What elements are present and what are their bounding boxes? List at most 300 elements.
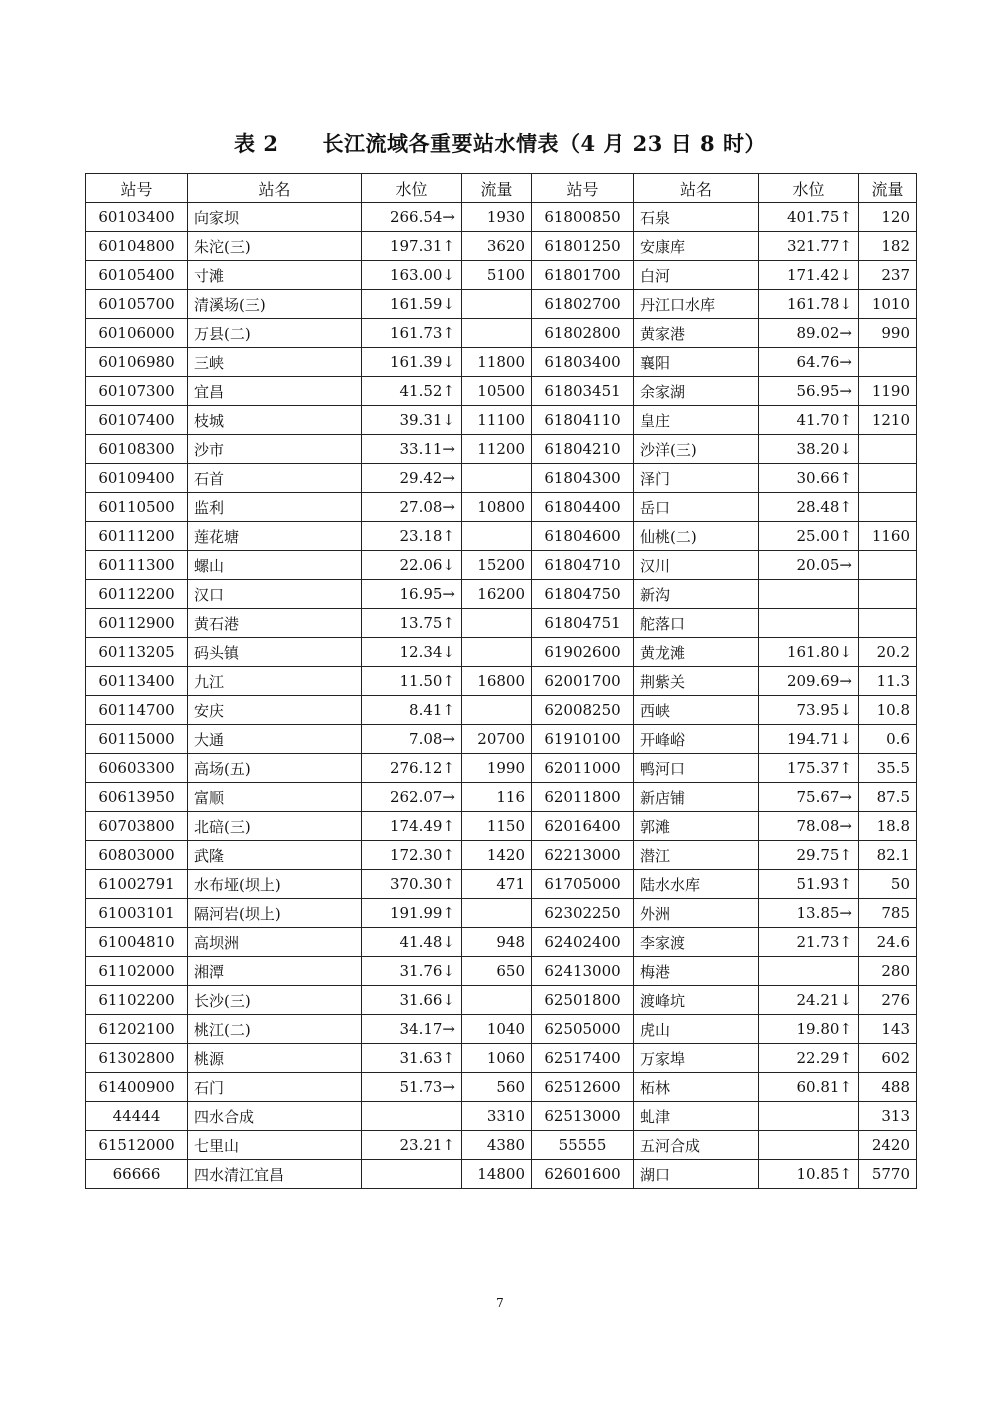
flow-cell: 3620 xyxy=(462,232,532,261)
flow-cell: 10500 xyxy=(462,377,532,406)
water-level-cell: 89.02→ xyxy=(759,319,859,348)
station-name-cell: 沙市 xyxy=(188,435,362,464)
table-row xyxy=(86,1102,917,1131)
water-level-cell xyxy=(759,609,859,638)
table-row xyxy=(86,1131,917,1160)
water-level-cell: 27.08→ xyxy=(362,493,462,522)
flow-cell: 1420 xyxy=(462,841,532,870)
station-name-cell: 郭滩 xyxy=(634,812,759,841)
station-code-cell: 60111200 xyxy=(86,522,188,551)
station-name-cell: 向家坝 xyxy=(188,203,362,232)
station-code-cell: 60105700 xyxy=(86,290,188,319)
table-row xyxy=(86,1073,917,1102)
station-code-cell: 61801700 xyxy=(532,261,634,290)
flow-cell: 4380 xyxy=(462,1131,532,1160)
station-name-cell: 五河合成 xyxy=(634,1131,759,1160)
station-code-cell: 62517400 xyxy=(532,1044,634,1073)
station-code-cell: 60111300 xyxy=(86,551,188,580)
station-code-cell: 62016400 xyxy=(532,812,634,841)
table-row xyxy=(86,870,917,899)
table-row xyxy=(86,1044,917,1073)
station-name-cell: 大通 xyxy=(188,725,362,754)
table-row xyxy=(86,493,917,522)
flow-cell: 20.2 xyxy=(859,638,917,667)
water-level-cell: 22.06↓ xyxy=(362,551,462,580)
table-row xyxy=(86,667,917,696)
water-level-cell: 23.18↑ xyxy=(362,522,462,551)
page-number: 7 xyxy=(496,1296,504,1310)
station-code-cell: 61102200 xyxy=(86,986,188,1015)
flow-cell xyxy=(462,522,532,551)
flow-cell: 11100 xyxy=(462,406,532,435)
flow-cell: 1210 xyxy=(859,406,917,435)
table-row xyxy=(86,464,917,493)
station-name-cell: 李家渡 xyxy=(634,928,759,957)
station-code-cell: 62512600 xyxy=(532,1073,634,1102)
station-code-cell: 60113205 xyxy=(86,638,188,667)
flow-cell: 20700 xyxy=(462,725,532,754)
station-code-cell: 61902600 xyxy=(532,638,634,667)
water-level-cell: 401.75↑ xyxy=(759,203,859,232)
header-station-name: 站名 xyxy=(188,174,362,203)
station-code-cell: 61804210 xyxy=(532,435,634,464)
station-name-cell: 万家埠 xyxy=(634,1044,759,1073)
table-row xyxy=(86,812,917,841)
water-level-cell: 321.77↑ xyxy=(759,232,859,261)
water-level-cell: 191.99↑ xyxy=(362,899,462,928)
flow-cell: 3310 xyxy=(462,1102,532,1131)
station-name-cell: 白河 xyxy=(634,261,759,290)
flow-cell: 5100 xyxy=(462,261,532,290)
station-code-cell: 60108300 xyxy=(86,435,188,464)
table-row xyxy=(86,696,917,725)
water-level-cell: 19.80↑ xyxy=(759,1015,859,1044)
station-name-cell: 富顺 xyxy=(188,783,362,812)
flow-cell: 1060 xyxy=(462,1044,532,1073)
station-code-cell: 61803400 xyxy=(532,348,634,377)
water-level-cell: 171.42↓ xyxy=(759,261,859,290)
station-name-cell: 汉川 xyxy=(634,551,759,580)
flow-cell: 1040 xyxy=(462,1015,532,1044)
flow-cell: 1190 xyxy=(859,377,917,406)
flow-cell: 602 xyxy=(859,1044,917,1073)
station-name-cell: 安庆 xyxy=(188,696,362,725)
water-level-cell: 39.31↓ xyxy=(362,406,462,435)
station-name-cell: 四水清江宜昌 xyxy=(188,1160,362,1189)
station-code-cell: 62513000 xyxy=(532,1102,634,1131)
flow-cell xyxy=(462,986,532,1015)
flow-cell: 15200 xyxy=(462,551,532,580)
table-header-row xyxy=(86,174,917,203)
header-water-level: 水位 xyxy=(362,174,462,203)
station-name-cell: 荆紫关 xyxy=(634,667,759,696)
station-name-cell: 襄阳 xyxy=(634,348,759,377)
station-code-cell: 60107400 xyxy=(86,406,188,435)
flow-cell: 11200 xyxy=(462,435,532,464)
table-row xyxy=(86,1160,917,1189)
flow-cell: 11.3 xyxy=(859,667,917,696)
station-name-cell: 清溪场(三) xyxy=(188,290,362,319)
station-name-cell: 监利 xyxy=(188,493,362,522)
flow-cell: 560 xyxy=(462,1073,532,1102)
station-name-cell: 余家湖 xyxy=(634,377,759,406)
station-code-cell: 60106000 xyxy=(86,319,188,348)
station-name-cell: 北碚(三) xyxy=(188,812,362,841)
flow-cell xyxy=(859,551,917,580)
flow-cell: 11800 xyxy=(462,348,532,377)
table-title xyxy=(0,128,1000,158)
station-code-cell: 60613950 xyxy=(86,783,188,812)
water-level-cell: 29.42→ xyxy=(362,464,462,493)
flow-cell: 10800 xyxy=(462,493,532,522)
flow-cell xyxy=(859,435,917,464)
water-level-cell: 23.21↑ xyxy=(362,1131,462,1160)
station-code-cell: 60105400 xyxy=(86,261,188,290)
station-code-cell: 61800850 xyxy=(532,203,634,232)
flow-cell: 280 xyxy=(859,957,917,986)
flow-cell xyxy=(859,464,917,493)
water-level-cell: 276.12↑ xyxy=(362,754,462,783)
station-code-cell: 44444 xyxy=(86,1102,188,1131)
station-name-cell: 皇庄 xyxy=(634,406,759,435)
water-level-cell: 16.95→ xyxy=(362,580,462,609)
station-name-cell: 沙洋(三) xyxy=(634,435,759,464)
station-name-cell: 莲花塘 xyxy=(188,522,362,551)
water-level-table xyxy=(85,173,917,1189)
table-row xyxy=(86,319,917,348)
water-level-cell: 197.31↑ xyxy=(362,232,462,261)
station-code-cell: 61202100 xyxy=(86,1015,188,1044)
flow-cell: 237 xyxy=(859,261,917,290)
water-level-cell: 8.41↑ xyxy=(362,696,462,725)
header-flow: 流量 xyxy=(859,174,917,203)
water-level-cell: 161.73↑ xyxy=(362,319,462,348)
station-name-cell: 黄石港 xyxy=(188,609,362,638)
water-level-cell: 31.76↓ xyxy=(362,957,462,986)
station-name-cell: 黄龙滩 xyxy=(634,638,759,667)
station-name-cell: 湖口 xyxy=(634,1160,759,1189)
flow-cell xyxy=(859,580,917,609)
station-name-cell: 寸滩 xyxy=(188,261,362,290)
station-name-cell: 七里山 xyxy=(188,1131,362,1160)
station-code-cell: 62402400 xyxy=(532,928,634,957)
water-level-cell xyxy=(759,1102,859,1131)
water-level-cell: 38.20↓ xyxy=(759,435,859,464)
station-code-cell: 60109400 xyxy=(86,464,188,493)
flow-cell: 14800 xyxy=(462,1160,532,1189)
station-name-cell: 岳口 xyxy=(634,493,759,522)
flow-cell: 82.1 xyxy=(859,841,917,870)
station-name-cell: 虬津 xyxy=(634,1102,759,1131)
flow-cell: 2420 xyxy=(859,1131,917,1160)
table-row xyxy=(86,203,917,232)
water-level-cell: 22.29↑ xyxy=(759,1044,859,1073)
station-code-cell: 60103400 xyxy=(86,203,188,232)
water-level-cell: 25.00↑ xyxy=(759,522,859,551)
station-name-cell: 外洲 xyxy=(634,899,759,928)
flow-cell: 990 xyxy=(859,319,917,348)
water-level-cell xyxy=(362,1160,462,1189)
station-name-cell: 陆水水库 xyxy=(634,870,759,899)
table-row xyxy=(86,899,917,928)
flow-cell xyxy=(859,493,917,522)
water-level-cell: 51.73→ xyxy=(362,1073,462,1102)
water-level-cell: 64.76→ xyxy=(759,348,859,377)
water-level-cell: 60.81↑ xyxy=(759,1073,859,1102)
station-code-cell: 61801250 xyxy=(532,232,634,261)
flow-cell xyxy=(462,319,532,348)
water-level-cell xyxy=(759,580,859,609)
station-name-cell: 开峰峪 xyxy=(634,725,759,754)
station-name-cell: 长沙(三) xyxy=(188,986,362,1015)
station-code-cell: 61804110 xyxy=(532,406,634,435)
flow-cell xyxy=(462,696,532,725)
station-name-cell: 隔河岩(坝上) xyxy=(188,899,362,928)
flow-cell: 5770 xyxy=(859,1160,917,1189)
station-code-cell: 61512000 xyxy=(86,1131,188,1160)
water-level-cell: 370.30↑ xyxy=(362,870,462,899)
station-code-cell: 62213000 xyxy=(532,841,634,870)
station-name-cell: 舵落口 xyxy=(634,609,759,638)
station-code-cell: 60112200 xyxy=(86,580,188,609)
station-name-cell: 鸭河口 xyxy=(634,754,759,783)
table-row xyxy=(86,609,917,638)
station-code-cell: 61802800 xyxy=(532,319,634,348)
table-row xyxy=(86,783,917,812)
station-name-cell: 安康库 xyxy=(634,232,759,261)
flow-cell: 50 xyxy=(859,870,917,899)
station-code-cell: 61002791 xyxy=(86,870,188,899)
station-code-cell: 61302800 xyxy=(86,1044,188,1073)
station-name-cell: 三峡 xyxy=(188,348,362,377)
station-name-cell: 梅港 xyxy=(634,957,759,986)
table-row xyxy=(86,957,917,986)
flow-cell: 1150 xyxy=(462,812,532,841)
station-code-cell: 60104800 xyxy=(86,232,188,261)
water-level-cell: 7.08→ xyxy=(362,725,462,754)
station-name-cell: 武隆 xyxy=(188,841,362,870)
station-code-cell: 61804400 xyxy=(532,493,634,522)
station-name-cell: 新沟 xyxy=(634,580,759,609)
water-level-cell: 75.67→ xyxy=(759,783,859,812)
station-code-cell: 61910100 xyxy=(532,725,634,754)
header-station-name: 站名 xyxy=(634,174,759,203)
water-level-cell: 11.50↑ xyxy=(362,667,462,696)
table-row xyxy=(86,725,917,754)
water-level-cell: 33.11→ xyxy=(362,435,462,464)
water-level-cell: 73.95↓ xyxy=(759,696,859,725)
header-station-code: 站号 xyxy=(532,174,634,203)
station-name-cell: 柘林 xyxy=(634,1073,759,1102)
flow-cell: 276 xyxy=(859,986,917,1015)
station-code-cell: 60603300 xyxy=(86,754,188,783)
station-code-cell: 62505000 xyxy=(532,1015,634,1044)
table-row xyxy=(86,290,917,319)
station-name-cell: 高坝洲 xyxy=(188,928,362,957)
station-code-cell: 60112900 xyxy=(86,609,188,638)
station-name-cell: 四水合成 xyxy=(188,1102,362,1131)
station-code-cell: 61102000 xyxy=(86,957,188,986)
flow-cell: 16200 xyxy=(462,580,532,609)
flow-cell: 1930 xyxy=(462,203,532,232)
station-code-cell: 61803451 xyxy=(532,377,634,406)
station-code-cell: 60803000 xyxy=(86,841,188,870)
water-level-cell: 174.49↑ xyxy=(362,812,462,841)
table-row xyxy=(86,580,917,609)
station-code-cell: 61804710 xyxy=(532,551,634,580)
station-name-cell: 石泉 xyxy=(634,203,759,232)
station-name-cell: 水布垭(坝上) xyxy=(188,870,362,899)
water-level-cell: 51.93↑ xyxy=(759,870,859,899)
table-row xyxy=(86,261,917,290)
station-code-cell: 55555 xyxy=(532,1131,634,1160)
station-code-cell: 61004810 xyxy=(86,928,188,957)
station-code-cell: 61802700 xyxy=(532,290,634,319)
station-name-cell: 桃源 xyxy=(188,1044,362,1073)
station-code-cell: 60107300 xyxy=(86,377,188,406)
water-level-cell xyxy=(759,1131,859,1160)
station-name-cell: 渡峰坑 xyxy=(634,986,759,1015)
header-water-level: 水位 xyxy=(759,174,859,203)
table-row xyxy=(86,754,917,783)
table-row xyxy=(86,638,917,667)
flow-cell: 948 xyxy=(462,928,532,957)
water-level-cell: 161.80↓ xyxy=(759,638,859,667)
water-level-cell: 13.85→ xyxy=(759,899,859,928)
station-name-cell: 泽门 xyxy=(634,464,759,493)
water-level-cell: 175.37↑ xyxy=(759,754,859,783)
water-level-cell: 34.17→ xyxy=(362,1015,462,1044)
flow-cell: 182 xyxy=(859,232,917,261)
header-flow: 流量 xyxy=(462,174,532,203)
station-name-cell: 宜昌 xyxy=(188,377,362,406)
station-code-cell: 62011000 xyxy=(532,754,634,783)
water-level-cell: 266.54→ xyxy=(362,203,462,232)
flow-cell: 116 xyxy=(462,783,532,812)
flow-cell: 16800 xyxy=(462,667,532,696)
water-level-cell: 262.07→ xyxy=(362,783,462,812)
station-code-cell: 61804750 xyxy=(532,580,634,609)
table-row xyxy=(86,522,917,551)
water-level-cell xyxy=(759,957,859,986)
water-level-cell: 209.69→ xyxy=(759,667,859,696)
flow-cell xyxy=(859,609,917,638)
flow-cell xyxy=(462,464,532,493)
flow-cell xyxy=(462,899,532,928)
table-row xyxy=(86,928,917,957)
water-level-cell: 56.95→ xyxy=(759,377,859,406)
water-level-cell xyxy=(362,1102,462,1131)
station-name-cell: 万县(二) xyxy=(188,319,362,348)
station-code-cell: 61804600 xyxy=(532,522,634,551)
flow-cell: 1010 xyxy=(859,290,917,319)
water-level-cell: 41.48↓ xyxy=(362,928,462,957)
water-level-cell: 163.00↓ xyxy=(362,261,462,290)
station-name-cell: 黄家港 xyxy=(634,319,759,348)
station-code-cell: 60115000 xyxy=(86,725,188,754)
water-level-cell: 30.66↑ xyxy=(759,464,859,493)
table-row xyxy=(86,232,917,261)
water-level-cell: 21.73↑ xyxy=(759,928,859,957)
table-row xyxy=(86,841,917,870)
station-code-cell: 62008250 xyxy=(532,696,634,725)
station-name-cell: 朱沱(三) xyxy=(188,232,362,261)
flow-cell: 1990 xyxy=(462,754,532,783)
station-code-cell: 61804751 xyxy=(532,609,634,638)
water-level-cell: 13.75↑ xyxy=(362,609,462,638)
water-level-cell: 31.63↑ xyxy=(362,1044,462,1073)
table-number: 表 2 xyxy=(234,131,279,156)
flow-cell: 18.8 xyxy=(859,812,917,841)
water-level-cell: 41.52↑ xyxy=(362,377,462,406)
station-code-cell: 60106980 xyxy=(86,348,188,377)
water-level-cell: 28.48↑ xyxy=(759,493,859,522)
water-level-cell: 29.75↑ xyxy=(759,841,859,870)
station-code-cell: 62601600 xyxy=(532,1160,634,1189)
station-name-cell: 西峡 xyxy=(634,696,759,725)
station-name-cell: 螺山 xyxy=(188,551,362,580)
water-level-cell: 20.05→ xyxy=(759,551,859,580)
table-row xyxy=(86,986,917,1015)
water-level-cell: 161.39↓ xyxy=(362,348,462,377)
station-name-cell: 码头镇 xyxy=(188,638,362,667)
water-level-cell: 24.21↓ xyxy=(759,986,859,1015)
station-code-cell: 60110500 xyxy=(86,493,188,522)
station-name-cell: 潜江 xyxy=(634,841,759,870)
water-level-cell: 10.85↑ xyxy=(759,1160,859,1189)
station-code-cell: 60113400 xyxy=(86,667,188,696)
water-level-cell: 161.59↓ xyxy=(362,290,462,319)
flow-cell: 785 xyxy=(859,899,917,928)
flow-cell: 650 xyxy=(462,957,532,986)
station-code-cell: 61400900 xyxy=(86,1073,188,1102)
station-name-cell: 高场(五) xyxy=(188,754,362,783)
station-code-cell: 62413000 xyxy=(532,957,634,986)
station-name-cell: 石首 xyxy=(188,464,362,493)
water-level-cell: 12.34↓ xyxy=(362,638,462,667)
flow-cell xyxy=(859,348,917,377)
water-level-cell: 41.70↑ xyxy=(759,406,859,435)
flow-cell: 87.5 xyxy=(859,783,917,812)
table-row xyxy=(86,377,917,406)
station-name-cell: 汉口 xyxy=(188,580,362,609)
station-name-cell: 石门 xyxy=(188,1073,362,1102)
flow-cell: 10.8 xyxy=(859,696,917,725)
water-level-cell: 78.08→ xyxy=(759,812,859,841)
table-row xyxy=(86,435,917,464)
station-name-cell: 枝城 xyxy=(188,406,362,435)
station-code-cell: 61705000 xyxy=(532,870,634,899)
flow-cell: 143 xyxy=(859,1015,917,1044)
station-code-cell: 62011800 xyxy=(532,783,634,812)
station-name-cell: 丹江口水库 xyxy=(634,290,759,319)
station-name-cell: 虎山 xyxy=(634,1015,759,1044)
water-level-cell: 172.30↑ xyxy=(362,841,462,870)
table-title-text: 长江流域各重要站水情表（4 月 23 日 8 时） xyxy=(322,131,766,156)
flow-cell: 488 xyxy=(859,1073,917,1102)
station-name-cell: 九江 xyxy=(188,667,362,696)
water-level-cell: 31.66↓ xyxy=(362,986,462,1015)
station-code-cell: 61804300 xyxy=(532,464,634,493)
station-code-cell: 61003101 xyxy=(86,899,188,928)
flow-cell: 1160 xyxy=(859,522,917,551)
table-row xyxy=(86,551,917,580)
flow-cell: 0.6 xyxy=(859,725,917,754)
station-name-cell: 仙桃(二) xyxy=(634,522,759,551)
table-row xyxy=(86,1015,917,1044)
flow-cell: 471 xyxy=(462,870,532,899)
station-code-cell: 62001700 xyxy=(532,667,634,696)
